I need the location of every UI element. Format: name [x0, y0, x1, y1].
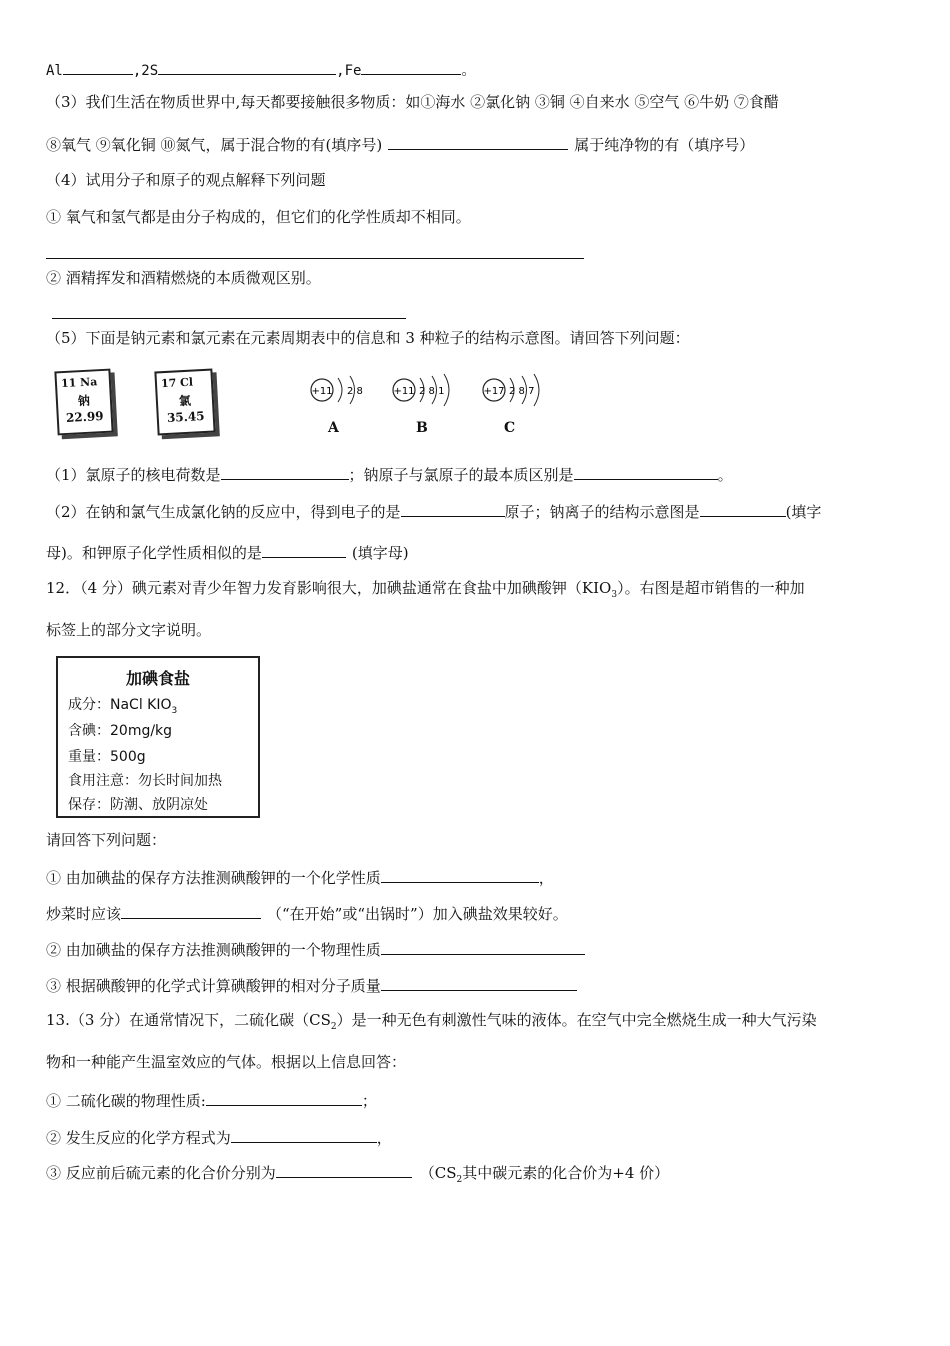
text-end: 。	[461, 63, 476, 79]
q12-item1	[46, 866, 554, 888]
q4-item1: ① 氧气和氢气都是由分子构成的，但它们的化学性质却不相同。	[46, 208, 471, 226]
salt-label-ingredients-text: 成分：NaCl KIO	[68, 697, 172, 713]
q5-sub2-text-a: （2）在钠和氯气生成氯化钠的反应中，得到电子的是	[46, 503, 401, 521]
card-cl-symbol: 17 Cl	[160, 375, 194, 391]
q5-sub1-blank-a[interactable]	[221, 463, 349, 480]
q5-sub2-text-c: (填字	[785, 503, 822, 521]
q5-sub2	[46, 500, 821, 522]
q3-pure-text: 属于纯净物的有（填序号）	[574, 136, 755, 154]
element-card-cl	[154, 369, 215, 436]
atom-b-nucleus: +11	[393, 386, 415, 397]
card-na-name: 钠	[77, 393, 91, 409]
line-al-2s-fe	[46, 58, 475, 81]
q12-item1b	[46, 902, 568, 924]
q13-item1	[46, 1089, 377, 1111]
q13-text-a2: ）是一种无色有刺激性气味的液体。在空气中完全燃烧生成一种大气污染	[336, 1011, 817, 1029]
q5-sub1	[46, 463, 733, 485]
salt-label-kio3-sub: 3	[171, 705, 178, 716]
q5-sub2-text-d: 母)。和钾原子化学性质相似的是	[46, 544, 262, 562]
q3-mixture-blank[interactable]	[388, 133, 568, 150]
salt-label-weight: 重量：500g	[68, 749, 146, 765]
q12-item1b-blank[interactable]	[121, 902, 261, 919]
q5-title: （5）下面是钠元素和氯元素在元素周期表中的信息和 3 种粒子的结构示意图。请回答下列问题：	[46, 329, 690, 347]
atom-label-a: A	[328, 420, 339, 436]
blank-fe[interactable]	[361, 58, 461, 75]
q12-item3-blank[interactable]	[381, 974, 577, 991]
q3-line-b	[46, 133, 754, 155]
q13-item3-blank[interactable]	[276, 1161, 412, 1178]
q13-item1-text: ① 二硫化碳的物理性质:	[46, 1092, 206, 1110]
q12-item1-text: ① 由加碘盐的保存方法推测碘酸钾的一个化学性质	[46, 869, 381, 887]
q12-line-b: 标签上的部分文字说明。	[46, 621, 212, 639]
q13-text-a1: 13.（3 分）在通常情况下，二硫化碳（CS	[46, 1011, 331, 1029]
salt-label-iodine: 含碘：20mg/kg	[68, 723, 173, 739]
q12-text-a: 12．（4 分）碘元素对青少年智力发育影响很大，加碘盐通常在食盐中加碘酸钾（KIO	[46, 579, 612, 597]
q5-sub1-text-c: 。	[717, 466, 733, 484]
q12-text-a-end: ）。右图是超市销售的一种加	[617, 579, 805, 597]
card-cl-name: 氯	[178, 393, 192, 409]
q13-item3-text: ③ 反应前后硫元素的化合价分别为	[46, 1164, 276, 1182]
salt-label-usage: 食用注意：勿长时间加热	[68, 773, 222, 789]
q3-mixture-text: ⑧氧气 ⑨氧化铜 ⑩氮气，属于混合物的有(填序号)	[46, 136, 383, 154]
q5-sub2-blank-c[interactable]	[262, 541, 346, 558]
q5-sub2-text-b: 原子；钠离子的结构示意图是	[504, 503, 700, 521]
atom-c-nucleus: +17	[483, 386, 505, 397]
q5-sub2-text-e: (填字母)	[351, 544, 409, 562]
q13-cs2-sub: 2	[330, 1022, 337, 1032]
q12-item1-end: ，	[538, 869, 554, 887]
q12-item1b-text-a: 炒菜时应该	[46, 905, 122, 923]
q13-item2-text: ② 发生反应的化学方程式为	[46, 1129, 231, 1147]
q12-kio3-sub: 3	[611, 590, 618, 600]
atom-label-b: B	[416, 420, 428, 436]
q13-item3-end-a: （CS	[419, 1164, 457, 1182]
q13-item3-end-b: 其中碳元素的化合价为+4 价）	[462, 1164, 670, 1182]
q4-item1-answer-line[interactable]	[46, 258, 584, 259]
iodized-salt-label	[56, 656, 260, 818]
q5-sub2-blank-b[interactable]	[700, 500, 786, 517]
q3-line-a: （3）我们生活在物质世界中,每天都要接触很多物质：如①海水 ②氯化钠 ③铜 ④自来水 ⑤空气 ⑥牛奶 ⑦食醋	[46, 93, 779, 111]
q13-line-a	[46, 1010, 817, 1037]
q13-item1-end: ；	[361, 1092, 377, 1110]
q12-item2-blank[interactable]	[381, 938, 585, 955]
q4-item2-answer-line[interactable]	[52, 318, 406, 319]
card-na-mass: 22.99	[65, 409, 104, 425]
q13-line-b: 物和一种能产生温室效应的气体。根据以上信息回答：	[46, 1053, 407, 1071]
atom-diagram-a	[308, 372, 378, 412]
q5-sub1-text-a: （1）氯原子的核电荷数是	[46, 466, 221, 484]
card-na-symbol: 11 Na	[60, 375, 98, 391]
blank-al[interactable]	[63, 58, 133, 75]
salt-label-storage: 保存：防潮、放阴凉处	[68, 797, 208, 813]
atom-diagram-c	[480, 372, 556, 412]
atom-c-shells: 2 8 7	[509, 386, 535, 397]
element-card-na	[54, 369, 113, 436]
text-al: Al	[46, 63, 63, 79]
q4-title: （4）试用分子和原子的观点解释下列问题	[46, 171, 326, 189]
q5-sub1-blank-b[interactable]	[574, 463, 718, 480]
q12-item3-text: ③ 根据碘酸钾的化学式计算碘酸钾的相对分子质量	[46, 977, 381, 995]
q12-item2	[46, 938, 585, 960]
salt-label-ingredients	[68, 694, 177, 716]
q13-item1-blank[interactable]	[206, 1089, 362, 1106]
atom-label-c: C	[504, 420, 516, 436]
q13-item3	[46, 1161, 669, 1190]
text-fe: ,Fe	[336, 63, 362, 79]
q5-sub1-text-b: ；钠原子与氯原子的最本质区别是	[348, 466, 574, 484]
q13-item2-blank[interactable]	[231, 1126, 377, 1143]
atom-a-nucleus: +11	[311, 386, 333, 397]
atom-b-shells: 2 8 1	[419, 386, 445, 397]
q13-item2	[46, 1126, 392, 1148]
text-2s: ,2S	[132, 63, 159, 79]
q12-prompt: 请回答下列问题：	[46, 831, 167, 849]
salt-label-title: 加碘食盐	[125, 669, 190, 688]
q13-item3-cs2-sub: 2	[456, 1175, 463, 1185]
q12-item3	[46, 974, 577, 996]
q12-item2-text: ② 由加碘盐的保存方法推测碘酸钾的一个物理性质	[46, 941, 381, 959]
q12-line-a	[46, 578, 805, 605]
atom-diagram-b	[390, 372, 466, 412]
card-cl-mass: 35.45	[166, 409, 205, 425]
blank-2s[interactable]	[158, 58, 336, 75]
q12-item1-blank[interactable]	[381, 866, 539, 883]
q5-sub2-cont	[46, 541, 409, 563]
q4-item2: ② 酒精挥发和酒精燃烧的本质微观区别。	[46, 269, 321, 287]
q5-sub2-blank-a[interactable]	[401, 500, 505, 517]
q12-item1b-text-b: （“在开始”或“出锅时”）加入碘盐效果较好。	[267, 905, 568, 923]
q13-item2-end: ，	[376, 1129, 392, 1147]
atom-a-shells: 2 8	[347, 386, 363, 397]
